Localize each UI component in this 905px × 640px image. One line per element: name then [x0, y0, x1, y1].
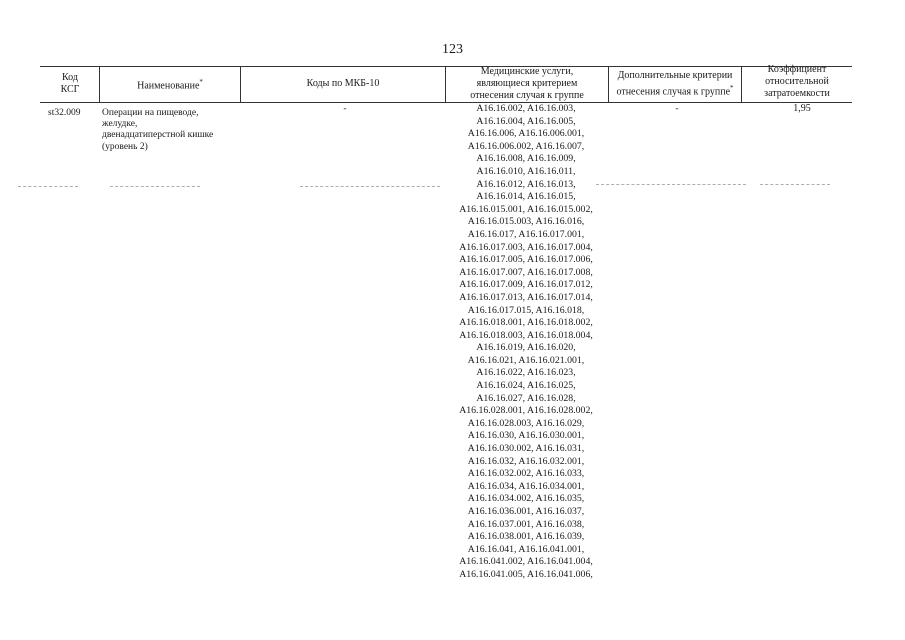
header-coef	[742, 62, 852, 102]
service-line: A16.16.032, A16.16.032.001,	[467, 455, 585, 467]
service-line: A16.16.041.005, A16.16.041.006,	[459, 568, 593, 580]
service-line: A16.16.017.013, A16.16.017.014,	[459, 291, 593, 303]
service-line: A16.16.037.001, A16.16.038,	[467, 518, 585, 530]
service-line: A16.16.008, A16.16.009,	[476, 153, 576, 165]
service-line: A16.16.030, A16.16.030.001,	[467, 430, 585, 442]
scan-artifact	[596, 184, 746, 187]
row-coefficient: 1,95	[793, 103, 811, 114]
header-icd-label: Коды по МКБ-10	[306, 78, 380, 89]
service-line: A16.16.034.002, A16.16.035,	[467, 493, 585, 505]
service-line: A16.16.022, A16.16.023,	[476, 367, 576, 379]
service-line: A16.16.006, A16.16.006.001,	[467, 128, 585, 140]
header-icd	[241, 66, 445, 102]
service-line: A16.16.004, A16.16.005,	[476, 115, 576, 127]
service-line: A16.16.021, A16.16.021.001,	[467, 354, 585, 366]
scan-artifact	[18, 186, 78, 189]
service-line: A16.16.038.001, A16.16.039,	[467, 531, 585, 543]
header-extra	[609, 66, 741, 102]
header-name-text: Наименование	[137, 80, 200, 92]
header-name	[100, 66, 240, 102]
service-line: A16.16.018.001, A16.16.018.002,	[459, 317, 593, 329]
row-name-line: двенадцатиперстной кишке	[102, 130, 214, 141]
page-number: 123	[442, 42, 463, 57]
service-line: A16.16.017, A16.16.017.001,	[467, 228, 585, 240]
service-line: A16.16.017.005, A16.16.017.006,	[459, 254, 593, 266]
row-name-line: Операции на пищеводе,	[102, 108, 199, 118]
service-line: A16.16.028.001, A16.16.028.002,	[459, 405, 593, 417]
row-icd: -	[343, 104, 347, 114]
service-line: A16.16.041.002, A16.16.041.004,	[459, 556, 593, 568]
service-line: A16.16.014, A16.16.015,	[476, 191, 576, 203]
service-line: A16.16.017.007, A16.16.017.008,	[459, 266, 593, 278]
header-code-label: Код КСГ	[60, 72, 80, 95]
service-line: A16.16.015.001, A16.16.015.002,	[459, 203, 593, 215]
scan-artifact	[300, 186, 440, 189]
row-services	[445, 103, 607, 582]
service-line: A16.16.027, A16.16.028,	[476, 392, 576, 404]
service-line: A16.16.015.003, A16.16.016,	[467, 216, 585, 228]
service-line: A16.16.024, A16.16.025,	[476, 380, 576, 392]
row-name	[102, 108, 242, 153]
scan-artifact	[760, 184, 830, 187]
service-line: A16.16.018.003, A16.16.018.004,	[459, 329, 593, 341]
scan-artifact	[110, 186, 200, 189]
row-name-line: (уровень 2)	[102, 141, 148, 152]
header-name-footnote-mark: *	[199, 77, 203, 86]
service-line: A16.16.012, A16.16.013,	[476, 178, 576, 190]
header-extra-label	[609, 70, 741, 98]
row-extra-criteria: -	[675, 104, 679, 114]
service-line: A16.16.002, A16.16.003,	[476, 103, 576, 114]
service-line: A16.16.017.009, A16.16.017.012,	[459, 279, 593, 291]
service-line: A16.16.036.001, A16.16.037,	[467, 506, 585, 517]
service-line: A16.16.010, A16.16.011,	[476, 165, 576, 177]
header-extra-text: Дополнительные критерии отнесения случая к группе	[616, 69, 733, 98]
service-line: A16.16.041, A16.16.041.001,	[467, 543, 585, 555]
service-line: A16.16.006.002, A16.16.007,	[467, 140, 585, 152]
service-line: A16.16.017.015, A16.16.018,	[467, 304, 585, 316]
header-services-label: Медицинские услуги, являющиеся критерием отнесения случая к группе	[470, 66, 584, 101]
service-line: A16.16.017.003, A16.16.017.004,	[459, 241, 593, 253]
service-line: A16.16.034, A16.16.034.001,	[467, 480, 585, 492]
service-line: A16.16.019, A16.16.020,	[476, 342, 576, 354]
header-extra-footnote-mark: *	[730, 83, 734, 92]
header-code	[42, 66, 98, 102]
header-name-label	[137, 76, 203, 92]
service-line: A16.16.032.002, A16.16.033,	[467, 468, 585, 480]
service-line: A16.16.028.003, A16.16.029,	[467, 417, 585, 429]
service-line: A16.16.030.002, A16.16.031,	[467, 443, 585, 455]
row-name-line: желудке,	[102, 119, 138, 130]
header-services	[446, 64, 608, 104]
row-code: st32.009	[48, 108, 81, 118]
header-coef-label: Коэффициент относительной затратоемкости	[764, 64, 830, 99]
